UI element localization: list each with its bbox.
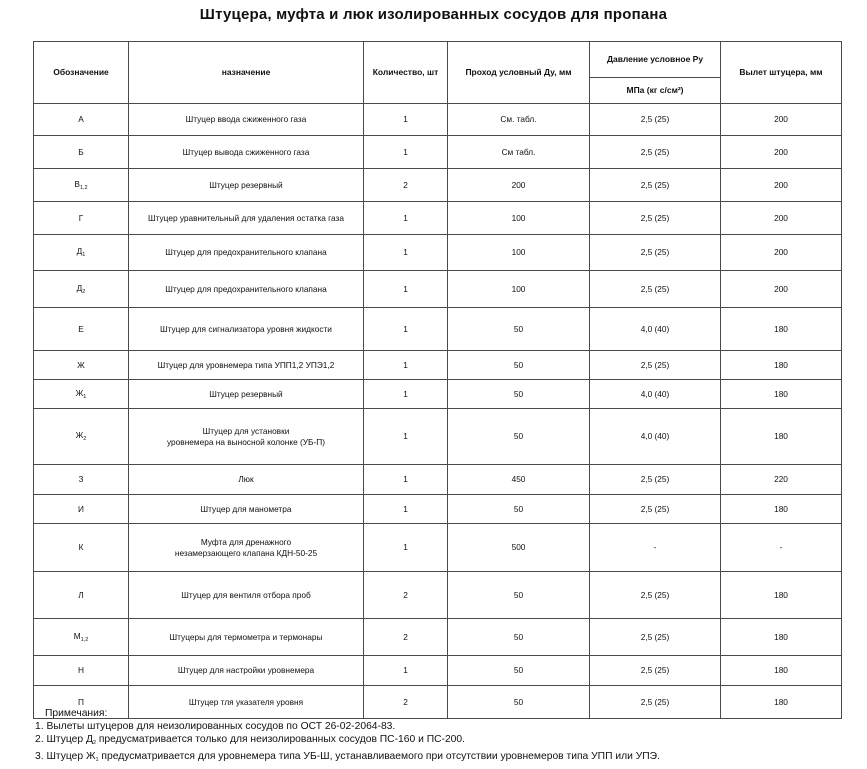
cell-outlet: 180 bbox=[721, 380, 842, 409]
table-row bbox=[34, 202, 842, 235]
cell-designation: $Д_1$ bbox=[34, 235, 129, 271]
header-quantity: Количество, шт bbox=[364, 42, 448, 104]
cell-pressure: 4,0 (40) bbox=[590, 380, 721, 409]
cell-outlet: 180 bbox=[721, 656, 842, 686]
cell-passage: 50 bbox=[448, 351, 590, 380]
header-designation: Обозначение bbox=[34, 42, 129, 104]
cell-outlet: 200 bbox=[721, 136, 842, 169]
cell-designation: Л bbox=[34, 572, 129, 619]
table-row bbox=[34, 235, 842, 271]
cell-purpose: Штуцер для сигнализатора уровня жидкости bbox=[129, 308, 364, 351]
cell-pressure: 2,5 (25) bbox=[590, 271, 721, 308]
cell-purpose: Муфта для дренажного незамерзающего клапана КДН-50-25 bbox=[129, 524, 364, 572]
cell-quantity: 1 bbox=[364, 656, 448, 686]
cell-pressure: 4,0 (40) bbox=[590, 409, 721, 465]
cell-pressure: 2,5 (25) bbox=[590, 169, 721, 202]
table-row bbox=[34, 524, 842, 572]
cell-purpose: Люк bbox=[129, 465, 364, 495]
cell-pressure: 2,5 (25) bbox=[590, 465, 721, 495]
note-3: 3. Штуцер $Ж_1$ предусматривается для уровнемера типа УБ-Ш, устанавливаемого при отсутствии уровнемеров типа УПП или УПЭ. bbox=[35, 751, 660, 763]
cell-passage: 500 bbox=[448, 524, 590, 572]
header-outlet: Вылет штуцера, мм bbox=[721, 42, 842, 104]
table-row bbox=[34, 572, 842, 619]
cell-outlet: 180 bbox=[721, 409, 842, 465]
cell-purpose: Штуцер для вентиля отбора проб bbox=[129, 572, 364, 619]
cell-purpose: Штуцер резервный bbox=[129, 380, 364, 409]
cell-pressure: 2,5 (25) bbox=[590, 202, 721, 235]
table-row bbox=[34, 271, 842, 308]
table-row bbox=[34, 465, 842, 495]
cell-designation: И bbox=[34, 495, 129, 524]
cell-quantity: 1 bbox=[364, 136, 448, 169]
cell-quantity: 1 bbox=[364, 495, 448, 524]
cell-quantity: 1 bbox=[364, 308, 448, 351]
table-row bbox=[34, 169, 842, 202]
table-row bbox=[34, 351, 842, 380]
table-body bbox=[34, 104, 842, 719]
header-pressure: Давление условное Ру bbox=[590, 42, 721, 78]
cell-pressure: 2,5 (25) bbox=[590, 104, 721, 136]
cell-quantity: 1 bbox=[364, 524, 448, 572]
cell-purpose: Штуцер резервный bbox=[129, 169, 364, 202]
cell-passage: 50 bbox=[448, 380, 590, 409]
cell-designation: Б bbox=[34, 136, 129, 169]
cell-passage: 50 bbox=[448, 495, 590, 524]
header-passage: Проход условный Ду, мм bbox=[448, 42, 590, 104]
cell-quantity: 1 bbox=[364, 351, 448, 380]
cell-passage: См. табл. bbox=[448, 104, 590, 136]
cell-purpose: Штуцер ввода сжиженного газа bbox=[129, 104, 364, 136]
cell-pressure: 2,5 (25) bbox=[590, 235, 721, 271]
cell-quantity: 2 bbox=[364, 169, 448, 202]
cell-pressure: 2,5 (25) bbox=[590, 619, 721, 656]
cell-passage: 100 bbox=[448, 271, 590, 308]
cell-pressure: 2,5 (25) bbox=[590, 656, 721, 686]
cell-outlet: 200 bbox=[721, 169, 842, 202]
cell-passage: 50 bbox=[448, 686, 590, 719]
cell-pressure: 2,5 (25) bbox=[590, 686, 721, 719]
cell-designation: $Ж_1$ bbox=[34, 380, 129, 409]
cell-outlet: 200 bbox=[721, 104, 842, 136]
cell-quantity: 2 bbox=[364, 686, 448, 719]
cell-pressure: 2,5 (25) bbox=[590, 495, 721, 524]
cell-designation: $Д_2$ bbox=[34, 271, 129, 308]
note-1: 1. Вылеты штуцеров для неизолированных сосудов по ОСТ 26-02-2064-83. bbox=[35, 721, 396, 732]
cell-pressure: 2,5 (25) bbox=[590, 136, 721, 169]
cell-quantity: 1 bbox=[364, 104, 448, 136]
header-purpose: назначение bbox=[129, 42, 364, 104]
notes bbox=[35, 707, 660, 767]
header-pressure-unit: МПа (кг с/см²) bbox=[590, 78, 721, 104]
cell-purpose: Штуцер для настройки уровнемера bbox=[129, 656, 364, 686]
cell-passage: 50 bbox=[448, 572, 590, 619]
cell-quantity: 2 bbox=[364, 572, 448, 619]
cell-purpose: Штуцеры для термометра и термонары bbox=[129, 619, 364, 656]
cell-designation: Е bbox=[34, 308, 129, 351]
cell-passage: 100 bbox=[448, 202, 590, 235]
cell-purpose: Штуцер уравнительный для удаления остатка газа bbox=[129, 202, 364, 235]
cell-purpose: Штуцер для предохранительного клапана bbox=[129, 235, 364, 271]
cell-purpose: Штуцер тля указателя уровня bbox=[129, 686, 364, 719]
cell-designation: $Ж_2$ bbox=[34, 409, 129, 465]
page-title: Штуцера, муфта и люк изолированных сосудов для пропана bbox=[199, 6, 668, 23]
note-2: 2. Штуцер $Д_2$ предусматривается только для неизолированных сосудов ПС-160 и ПС-200. bbox=[35, 734, 465, 746]
cell-designation: Г bbox=[34, 202, 129, 235]
fittings-table bbox=[33, 41, 842, 719]
cell-quantity: 1 bbox=[364, 202, 448, 235]
cell-outlet: 220 bbox=[721, 465, 842, 495]
cell-quantity: 1 bbox=[364, 271, 448, 308]
cell-quantity: 1 bbox=[364, 235, 448, 271]
cell-outlet: 200 bbox=[721, 235, 842, 271]
cell-outlet: 180 bbox=[721, 686, 842, 719]
cell-pressure: 4,0 (40) bbox=[590, 308, 721, 351]
cell-passage: 50 bbox=[448, 619, 590, 656]
cell-outlet: - bbox=[721, 524, 842, 572]
cell-designation: А bbox=[34, 104, 129, 136]
notes-heading: Примечания: bbox=[45, 708, 108, 719]
table-row bbox=[34, 104, 842, 136]
cell-passage: 50 bbox=[448, 409, 590, 465]
cell-passage: 450 bbox=[448, 465, 590, 495]
cell-passage: 200 bbox=[448, 169, 590, 202]
cell-passage: См табл. bbox=[448, 136, 590, 169]
cell-designation: Ж bbox=[34, 351, 129, 380]
cell-purpose: Штуцер для предохранительного клапана bbox=[129, 271, 364, 308]
cell-designation: П bbox=[34, 686, 129, 719]
table-row bbox=[34, 136, 842, 169]
cell-outlet: 180 bbox=[721, 351, 842, 380]
cell-outlet: 180 bbox=[721, 308, 842, 351]
cell-purpose: Штуцер для уровнемера типа УПП1,2 УПЭ1,2 bbox=[129, 351, 364, 380]
table-row bbox=[34, 380, 842, 409]
cell-purpose: Штуцер для манометра bbox=[129, 495, 364, 524]
cell-quantity: 1 bbox=[364, 409, 448, 465]
cell-quantity: 1 bbox=[364, 465, 448, 495]
cell-designation: Н bbox=[34, 656, 129, 686]
cell-outlet: 200 bbox=[721, 271, 842, 308]
cell-outlet: 180 bbox=[721, 495, 842, 524]
cell-quantity: 2 bbox=[364, 619, 448, 656]
cell-pressure: 2,5 (25) bbox=[590, 572, 721, 619]
table-row bbox=[34, 409, 842, 465]
cell-quantity: 1 bbox=[364, 380, 448, 409]
cell-designation: $В_{1,2}$ bbox=[34, 169, 129, 202]
cell-pressure: 2,5 (25) bbox=[590, 351, 721, 380]
cell-outlet: 200 bbox=[721, 202, 842, 235]
cell-passage: 50 bbox=[448, 656, 590, 686]
cell-designation: К bbox=[34, 524, 129, 572]
table-row bbox=[34, 656, 842, 686]
cell-outlet: 180 bbox=[721, 619, 842, 656]
cell-passage: 50 bbox=[448, 308, 590, 351]
cell-pressure: - bbox=[590, 524, 721, 572]
cell-designation: З bbox=[34, 465, 129, 495]
cell-purpose: Штуцер для установки уровнемера на выносной колонке (УБ-П) bbox=[129, 409, 364, 465]
table-row bbox=[34, 495, 842, 524]
cell-outlet: 180 bbox=[721, 572, 842, 619]
cell-designation: $М_{1,2}$ bbox=[34, 619, 129, 656]
cell-passage: 100 bbox=[448, 235, 590, 271]
table-row bbox=[34, 308, 842, 351]
table-row bbox=[34, 619, 842, 656]
cell-purpose: Штуцер вывода сжиженного газа bbox=[129, 136, 364, 169]
